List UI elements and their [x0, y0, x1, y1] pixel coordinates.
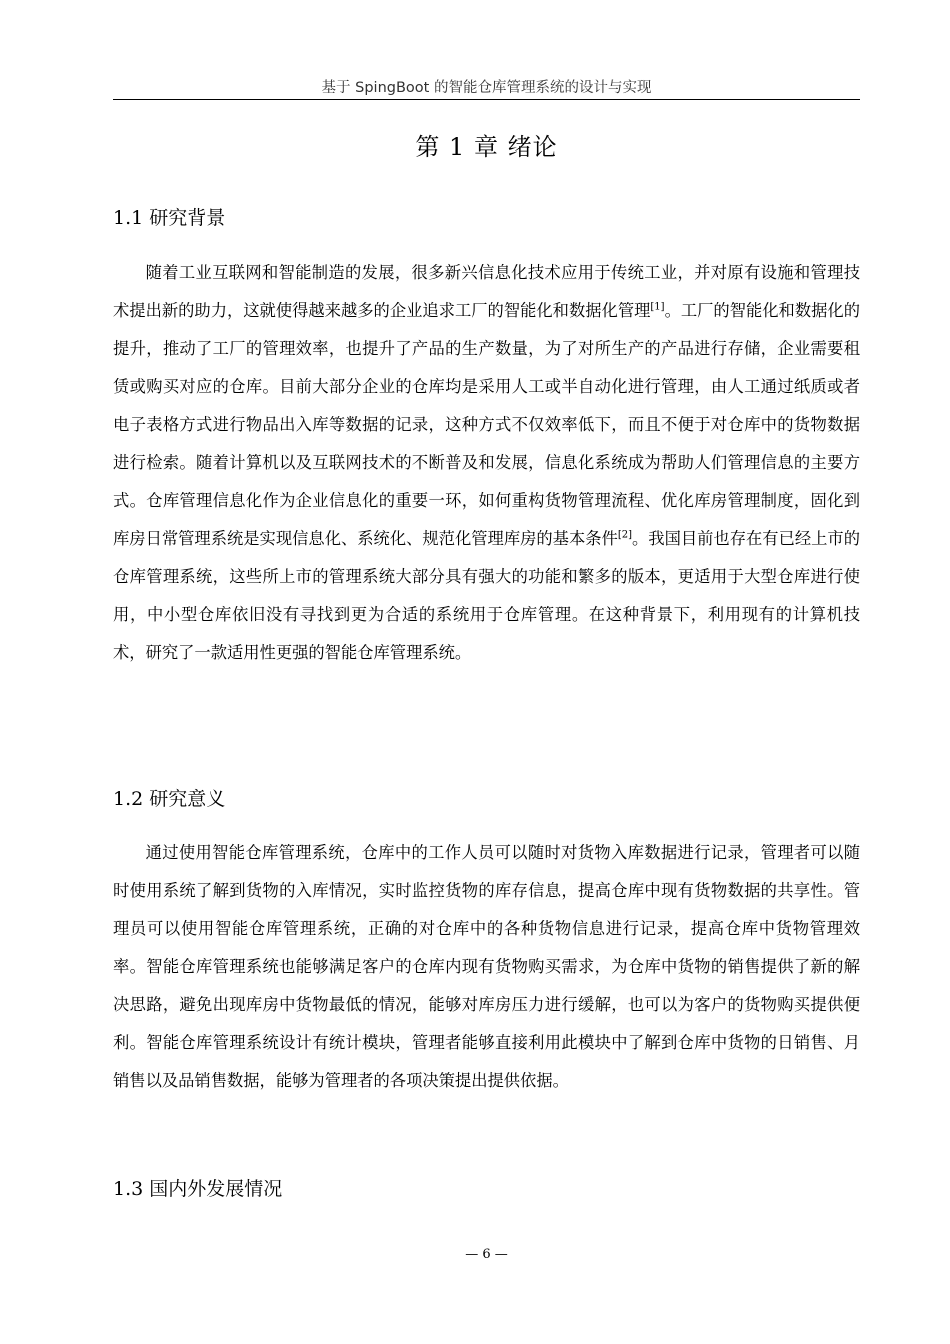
chapter-title: 第 1 章 绪论 — [415, 133, 558, 161]
section-heading-1-1: 1.1 研究背景 — [113, 207, 226, 229]
citation-2[interactable]: [2] — [617, 529, 632, 541]
paragraph-research-significance: 通过使用智能仓库管理系统，仓库中的工作人员可以随时对货物入库数据进行记录，管理者可以随时使用系统了解到货物的入库情况，实时监控货物的库存信息，提高仓库中现有货物数据的共享性。管理员可以使用智能仓库管理系统，正确的对仓库中的各种货物信息进行记录，提高仓库中货物管理效率。智能仓库管理系统也能够满足客户的仓库内现有货物购买需求，为仓库中货物的销售提供了新的解决思路，避免出现库房中货物最低的情况，能够对库房压力进行缓解，也可以为客户的货物购买提供便利。智能仓库管理系统设计有统计模块，管理者能够直接利用此模块中了解到仓库中货物的日销售、月销售以及品销售数据，能够为管理者的各项决策提出提供依据。 — [113, 843, 860, 1090]
page-number: — 6 — — [465, 1247, 508, 1262]
paragraph-text: 。我国目前也存在有已经上市的仓库管理系统，这些所上市的管理系统大部分具有强大的功能和繁多的版本，更适用于大型仓库进行使用，中小型仓库依旧没有寻找到更为合适的系统用于仓库管理。在这种背景下，利用现有的计算机技术，研究了一款适用性更强的智能仓库管理系统。 — [113, 529, 860, 662]
paragraph-text: 随着工业互联网和智能制造的发展，很多新兴信息化技术应用于传统工业，并对原有设施和管理技术提出新的助力，这就使得越来越多的企业追求工厂的智能化和数据化管理 — [113, 263, 860, 320]
running-header: 基于 SpingBoot 的智能仓库管理系统的设计与实现 — [321, 80, 652, 96]
section-heading-1-3: 1.3 国内外发展情况 — [113, 1178, 283, 1200]
header-divider — [113, 99, 860, 100]
citation-1[interactable]: [1] — [650, 301, 665, 313]
section-heading-1-2: 1.2 研究意义 — [113, 788, 226, 810]
paragraph-research-background — [113, 254, 860, 672]
paragraph-text: 。工厂的智能化和数据化的提升，推动了工厂的管理效率，也提升了产品的生产数量，为了对所生产的产品进行存储，企业需要租赁或购买对应的仓库。目前大部分企业的仓库均是采用人工或半自动化进行管理，由人工通过纸质或者电子表格方式进行物品出入库等数据的记录，这种方式不仅效率低下，而且不便于对仓库中的货物数据进行检索。随着计算机以及互联网技术的不断普及和发展，信息化系统成为帮助人们管理信息的主要方式。仓库管理信息化作为企业信息化的重要一环，如何重构货物管理流程、优化库房管理制度，固化到库房日常管理系统是实现信息化、系统化、规范化管理库房的基本条件 — [113, 301, 860, 548]
